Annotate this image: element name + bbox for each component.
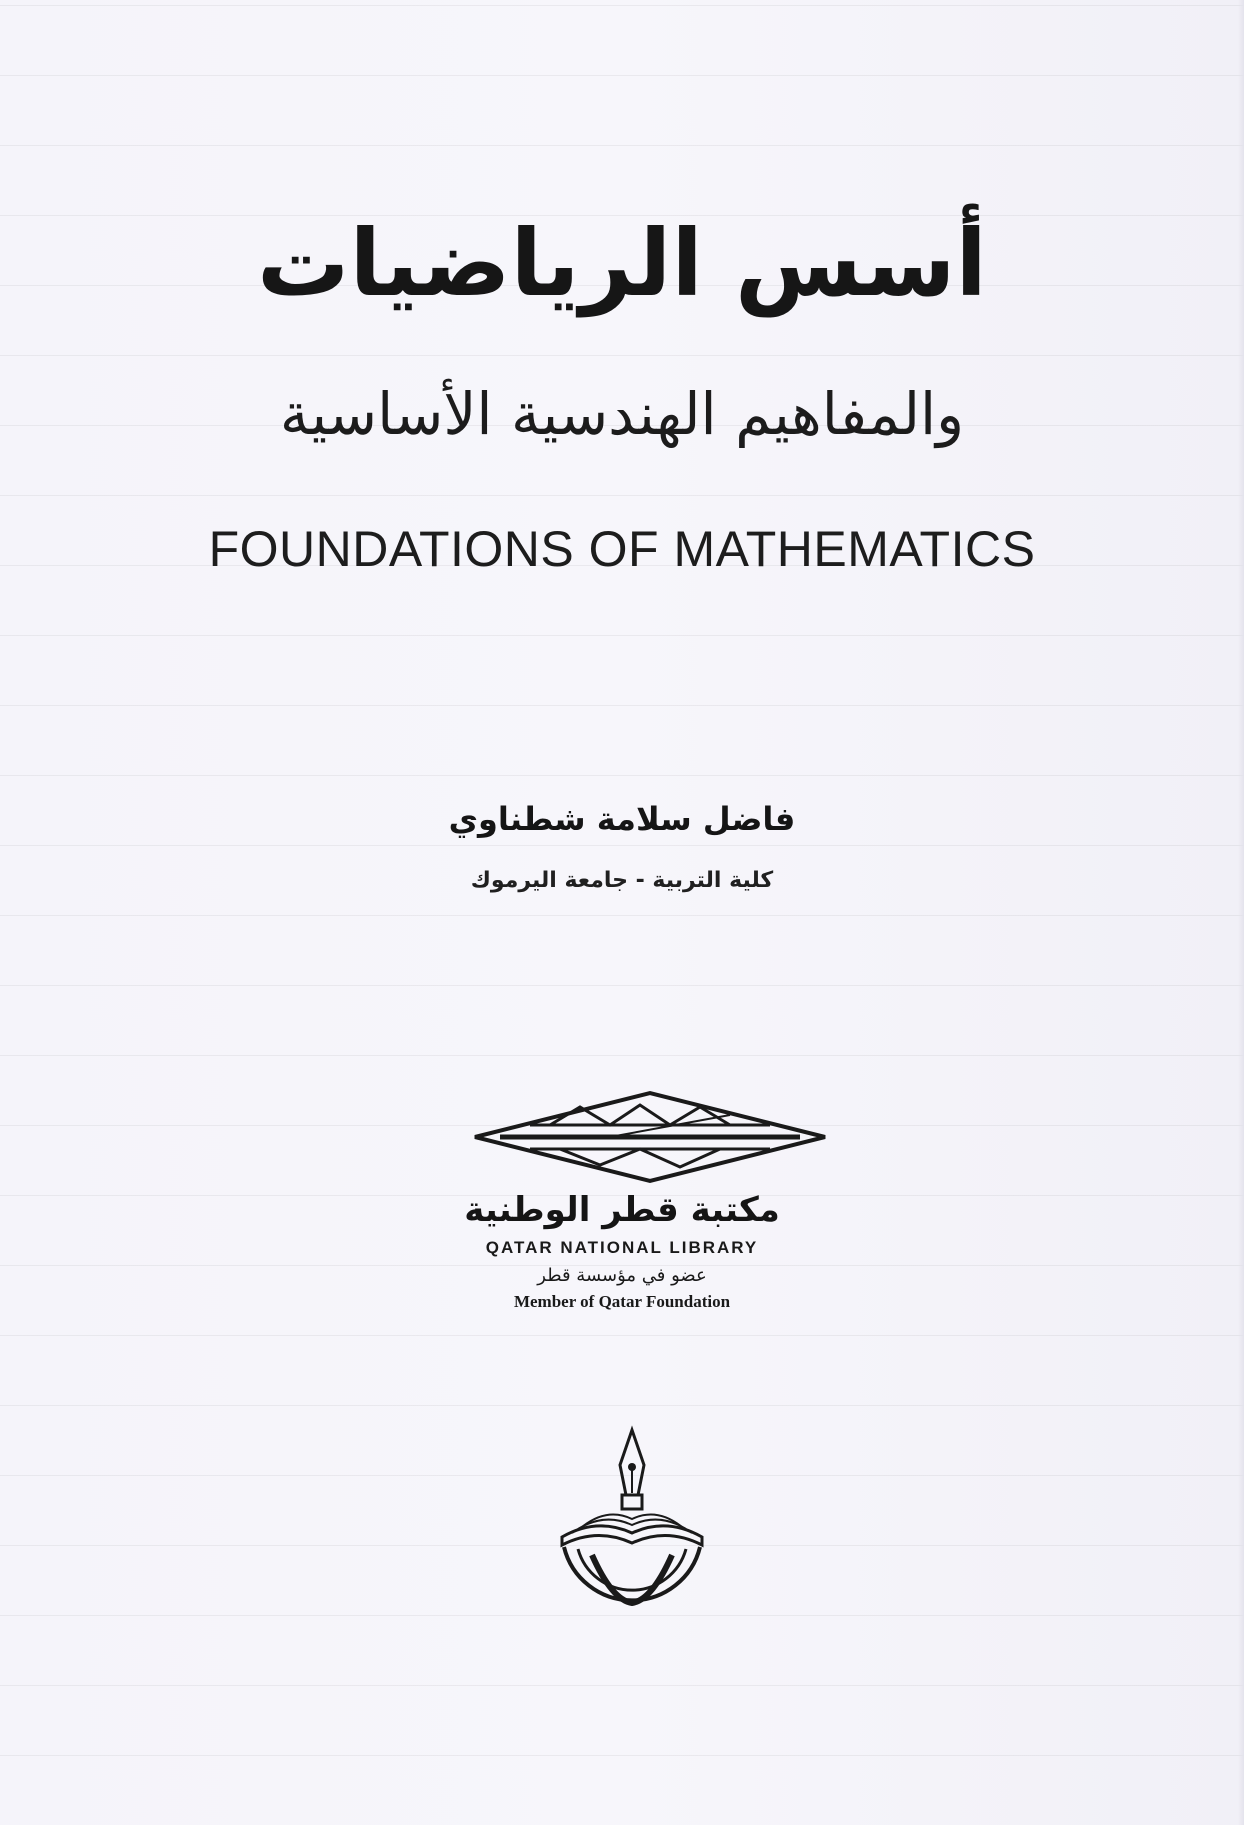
library-name-english: QATAR NATIONAL LIBRARY (485, 1238, 759, 1257)
author-name: فاضل سلامة شطناوي (448, 800, 796, 838)
arabic-subtitle: والمفاهيم الهندسية الأساسية (279, 380, 965, 448)
arabic-title: أسس الرياضيات (257, 210, 987, 317)
library-member-english: Member of Qatar Foundation (513, 1292, 731, 1311)
english-title: FOUNDATIONS OF MATHEMATICS (208, 521, 1036, 577)
library-name-arabic: مكتبة قطر الوطنية (464, 1190, 780, 1230)
pen-book-emblem-icon (552, 1425, 712, 1625)
library-member-arabic: عضو في مؤسسة قطر (537, 1265, 707, 1286)
library-emblem-icon (470, 1085, 830, 1185)
author-affiliation: كلية التربية - جامعة اليرموك (470, 868, 774, 893)
